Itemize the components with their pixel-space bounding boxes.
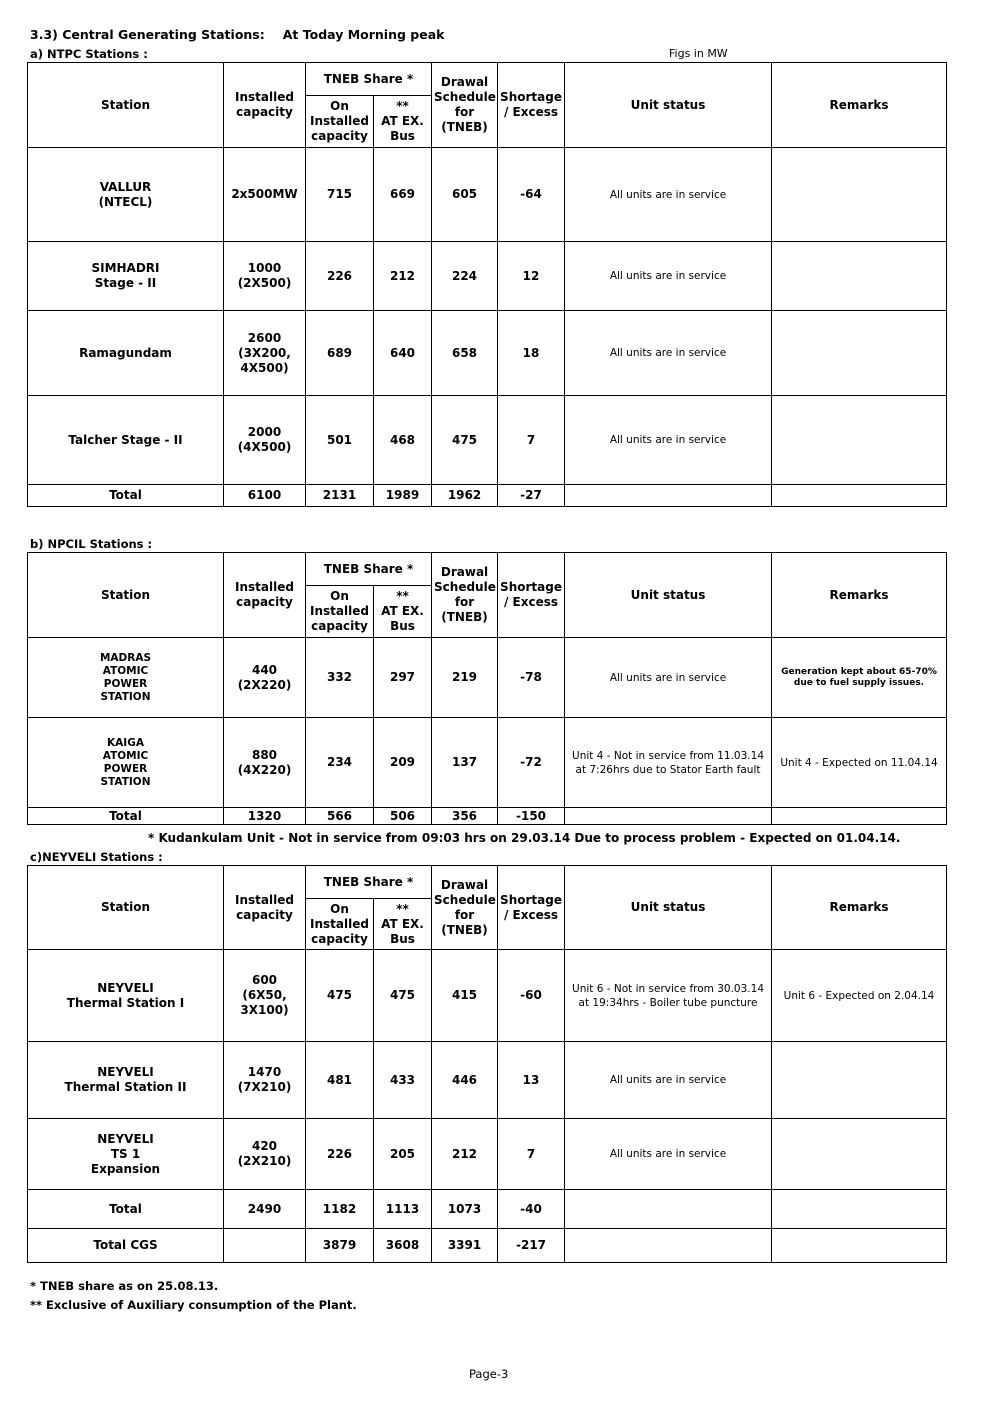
header-row (28, 866, 947, 899)
unit-status: All units are in service (565, 396, 772, 485)
share-at-ex-bus: 506 (374, 808, 432, 825)
col-header-unit-status: Unit status (565, 553, 772, 638)
remarks (772, 311, 947, 396)
station-row (28, 242, 947, 311)
shortage-excess: 7 (498, 396, 565, 485)
remarks (772, 1042, 947, 1119)
shortage-excess: -40 (498, 1190, 565, 1229)
unit-status: All units are in service (565, 242, 772, 311)
share-on-installed: 332 (306, 638, 374, 718)
unit-status: All units are in service (565, 1119, 772, 1190)
share-on-installed: 481 (306, 1042, 374, 1119)
share-on-installed: 1182 (306, 1190, 374, 1229)
drawal-schedule: 475 (432, 396, 498, 485)
shortage-excess: -78 (498, 638, 565, 718)
ntpc-section-title: a) NTPC Stations : (30, 47, 148, 61)
shortage-excess: 7 (498, 1119, 565, 1190)
remarks (772, 1119, 947, 1190)
remarks (772, 485, 947, 507)
col-header-installed: Installed capacity (224, 553, 306, 638)
ex-bus-label: AT EX. Bus (381, 604, 424, 633)
installed-capacity: 2600 (3X200, 4X500) (224, 311, 306, 396)
unit-status: All units are in service (565, 311, 772, 396)
share-on-installed: 2131 (306, 485, 374, 507)
ex-bus-label: AT EX. Bus (381, 114, 424, 143)
page-heading (30, 27, 444, 42)
shortage-excess: 18 (498, 311, 565, 396)
col-header-at-ex-bus (374, 96, 432, 148)
col-header-unit-status: Unit status (565, 866, 772, 950)
heading-peak: At Today Morning peak (282, 27, 445, 42)
ex-bus-mark: ** (396, 99, 409, 113)
col-header-tneb-share: TNEB Share * (306, 866, 432, 899)
station-row (28, 148, 947, 242)
total-cgs-row (28, 1229, 947, 1263)
npcil-section-title: b) NPCIL Stations : (30, 537, 153, 551)
station-row (28, 1042, 947, 1119)
drawal-schedule: 219 (432, 638, 498, 718)
col-header-drawal: Drawal Schedule for (TNEB) (432, 63, 498, 148)
share-at-ex-bus: 3608 (374, 1229, 432, 1263)
share-on-installed: 689 (306, 311, 374, 396)
share-at-ex-bus: 669 (374, 148, 432, 242)
header-row (28, 553, 947, 586)
station-row (28, 1119, 947, 1190)
remarks (772, 242, 947, 311)
share-at-ex-bus: 475 (374, 950, 432, 1042)
col-header-shortage: Shortage / Excess (498, 63, 565, 148)
unit-status (565, 485, 772, 507)
remarks (772, 396, 947, 485)
shortage-excess: -27 (498, 485, 565, 507)
unit-status: All units are in service (565, 638, 772, 718)
drawal-schedule: 212 (432, 1119, 498, 1190)
heading-title: 3.3) Central Generating Stations: (30, 27, 265, 42)
col-header-tneb-share: TNEB Share * (306, 63, 432, 96)
installed-capacity: 600 (6X50, 3X100) (224, 950, 306, 1042)
total-row (28, 1190, 947, 1229)
installed-capacity (224, 1229, 306, 1263)
station-name: NEYVELI Thermal Station II (28, 1042, 224, 1119)
col-header-on-installed: On Installed capacity (306, 586, 374, 638)
share-at-ex-bus: 468 (374, 396, 432, 485)
remarks (772, 1190, 947, 1229)
remarks: Unit 4 - Expected on 11.04.14 (772, 718, 947, 808)
neyveli-section-title: c)NEYVELI Stations : (30, 850, 163, 864)
shortage-excess: -72 (498, 718, 565, 808)
page-number: Page-3 (469, 1367, 509, 1381)
footnote-1: * TNEB share as on 25.08.13. (30, 1279, 219, 1293)
drawal-schedule: 605 (432, 148, 498, 242)
station-name: MADRAS ATOMIC POWER STATION (28, 638, 224, 718)
share-at-ex-bus: 297 (374, 638, 432, 718)
total-row (28, 485, 947, 507)
drawal-schedule: 224 (432, 242, 498, 311)
installed-capacity: 6100 (224, 485, 306, 507)
station-name: Talcher Stage - II (28, 396, 224, 485)
col-header-drawal: Drawal Schedule for (TNEB) (432, 866, 498, 950)
share-on-installed: 234 (306, 718, 374, 808)
share-on-installed: 715 (306, 148, 374, 242)
drawal-schedule: 658 (432, 311, 498, 396)
header-row (28, 63, 947, 96)
share-on-installed: 226 (306, 1119, 374, 1190)
total-row (28, 808, 947, 825)
unit-status: Unit 4 - Not in service from 11.03.14 at 7:26hrs due to Stator Earth fault (565, 718, 772, 808)
shortage-excess: -64 (498, 148, 565, 242)
ex-bus-label: AT EX. Bus (381, 916, 424, 946)
share-at-ex-bus: 205 (374, 1119, 432, 1190)
remarks: Generation kept about 65-70% due to fuel supply issues. (772, 638, 947, 718)
station-name: KAIGA ATOMIC POWER STATION (28, 718, 224, 808)
share-on-installed: 226 (306, 242, 374, 311)
station-row (28, 638, 947, 718)
units-note: Figs in MW (669, 47, 728, 60)
drawal-schedule: 3391 (432, 1229, 498, 1263)
station-row (28, 950, 947, 1042)
kudankulam-note: * Kudankulam Unit - Not in service from 09:03 hrs on 29.03.14 Due to process problem - Expected on 01.04.14. (148, 831, 901, 845)
share-at-ex-bus: 1989 (374, 485, 432, 507)
share-on-installed: 3879 (306, 1229, 374, 1263)
remarks (772, 148, 947, 242)
col-header-remarks: Remarks (772, 63, 947, 148)
station-name: SIMHADRI Stage - II (28, 242, 224, 311)
station-name: VALLUR (NTECL) (28, 148, 224, 242)
unit-status (565, 1229, 772, 1263)
shortage-excess: 12 (498, 242, 565, 311)
col-header-remarks: Remarks (772, 553, 947, 638)
unit-status (565, 808, 772, 825)
share-at-ex-bus: 640 (374, 311, 432, 396)
shortage-excess: -60 (498, 950, 565, 1042)
installed-capacity: 2000 (4X500) (224, 396, 306, 485)
installed-capacity: 1470 (7X210) (224, 1042, 306, 1119)
station-name: Total (28, 1190, 224, 1229)
col-header-station: Station (28, 553, 224, 638)
drawal-schedule: 356 (432, 808, 498, 825)
station-row (28, 718, 947, 808)
col-header-on-installed: On Installed capacity (306, 899, 374, 950)
station-name: Total (28, 808, 224, 825)
unit-status: Unit 6 - Not in service from 30.03.14 at 19:34hrs - Boiler tube puncture (565, 950, 772, 1042)
installed-capacity: 1320 (224, 808, 306, 825)
installed-capacity: 2x500MW (224, 148, 306, 242)
col-header-remarks: Remarks (772, 866, 947, 950)
share-on-installed: 566 (306, 808, 374, 825)
col-header-on-installed: On Installed capacity (306, 96, 374, 148)
col-header-tneb-share: TNEB Share * (306, 553, 432, 586)
unit-status: All units are in service (565, 148, 772, 242)
station-row (28, 396, 947, 485)
shortage-excess: -150 (498, 808, 565, 825)
remarks (772, 808, 947, 825)
installed-capacity: 440 (2X220) (224, 638, 306, 718)
share-at-ex-bus: 433 (374, 1042, 432, 1119)
installed-capacity: 420 (2X210) (224, 1119, 306, 1190)
share-at-ex-bus: 209 (374, 718, 432, 808)
station-name: Total (28, 485, 224, 507)
installed-capacity: 2490 (224, 1190, 306, 1229)
drawal-schedule: 415 (432, 950, 498, 1042)
col-header-shortage: Shortage / Excess (498, 866, 565, 950)
station-row (28, 311, 947, 396)
installed-capacity: 1000 (2X500) (224, 242, 306, 311)
col-header-drawal: Drawal Schedule for (TNEB) (432, 553, 498, 638)
ex-bus-mark: ** (396, 901, 409, 916)
col-header-shortage: Shortage / Excess (498, 553, 565, 638)
installed-capacity: 880 (4X220) (224, 718, 306, 808)
drawal-schedule: 446 (432, 1042, 498, 1119)
drawal-schedule: 1962 (432, 485, 498, 507)
col-header-station: Station (28, 866, 224, 950)
share-at-ex-bus: 212 (374, 242, 432, 311)
col-header-installed: Installed capacity (224, 866, 306, 950)
neyveli-table (27, 865, 947, 1263)
shortage-excess: -217 (498, 1229, 565, 1263)
col-header-at-ex-bus (374, 899, 432, 950)
share-at-ex-bus: 1113 (374, 1190, 432, 1229)
ntpc-table (27, 62, 947, 507)
npcil-table (27, 552, 947, 825)
drawal-schedule: 137 (432, 718, 498, 808)
share-on-installed: 475 (306, 950, 374, 1042)
col-header-at-ex-bus (374, 586, 432, 638)
unit-status: All units are in service (565, 1042, 772, 1119)
station-name: Total CGS (28, 1229, 224, 1263)
col-header-installed: Installed capacity (224, 63, 306, 148)
station-name: NEYVELI TS 1 Expansion (28, 1119, 224, 1190)
shortage-excess: 13 (498, 1042, 565, 1119)
col-header-station: Station (28, 63, 224, 148)
share-on-installed: 501 (306, 396, 374, 485)
station-name: Ramagundam (28, 311, 224, 396)
col-header-unit-status: Unit status (565, 63, 772, 148)
footnote-2: ** Exclusive of Auxiliary consumption of the Plant. (30, 1298, 357, 1312)
remarks: Unit 6 - Expected on 2.04.14 (772, 950, 947, 1042)
ex-bus-mark: ** (396, 589, 409, 603)
station-name: NEYVELI Thermal Station I (28, 950, 224, 1042)
unit-status (565, 1190, 772, 1229)
drawal-schedule: 1073 (432, 1190, 498, 1229)
remarks (772, 1229, 947, 1263)
